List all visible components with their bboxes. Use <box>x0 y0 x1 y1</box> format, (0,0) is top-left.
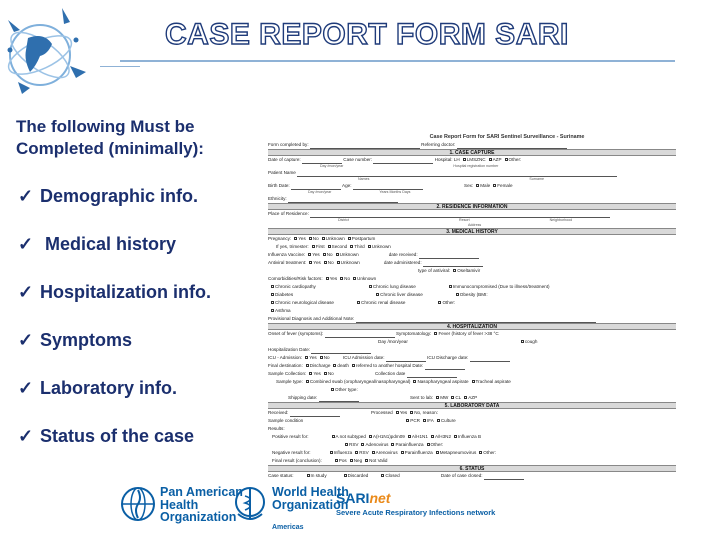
sarinet-subtitle: Severe Acute Respiratory Infections network <box>336 508 496 517</box>
type-antiviral-label: type of antiviral: <box>418 268 451 273</box>
field-line <box>356 317 596 323</box>
resort-hint: Resort <box>458 218 470 222</box>
date-closed-label: Date of case closed: <box>440 473 483 478</box>
footer-logos <box>120 484 640 531</box>
hospital-label: Hospital: LH <box>434 157 460 162</box>
other-type-option: Other type: <box>335 387 358 392</box>
checkbox <box>309 372 312 375</box>
checkbox <box>294 237 297 240</box>
checkbox <box>408 435 411 438</box>
sex-label: Sex: <box>464 183 474 188</box>
neuro-option: Chronic neurological disease <box>275 300 334 305</box>
in-study-option: In study <box>310 473 327 478</box>
yes-option: Yes <box>309 355 317 360</box>
checkbox <box>406 419 409 422</box>
checkbox <box>436 396 439 399</box>
checkbox <box>353 277 356 280</box>
checkbox <box>326 277 329 280</box>
not-valid-option: Not Valid <box>369 458 388 463</box>
death-option: death <box>337 363 349 368</box>
list-item <box>18 234 211 282</box>
no-option: No <box>326 252 333 257</box>
checkbox <box>365 459 368 462</box>
discharge-option: Discharge <box>309 363 331 368</box>
sarinet-name <box>336 490 390 506</box>
checkbox <box>438 301 441 304</box>
checkbox <box>320 356 323 359</box>
positive-label: Positive result for: <box>272 434 309 439</box>
item-label: Demographic info. <box>40 186 199 206</box>
checkmark-icon: ✓ <box>18 330 34 350</box>
yes-option: Yes <box>329 276 338 281</box>
processed-label: Processed <box>371 410 393 415</box>
list-item <box>18 426 211 474</box>
checkbox <box>340 277 343 280</box>
checkbox <box>453 269 456 272</box>
checkmark-icon: ✓ <box>18 234 34 254</box>
no-option: No <box>344 276 351 281</box>
checkbox <box>454 435 457 438</box>
checkbox <box>449 285 452 288</box>
unknown-option: Unknown <box>371 244 391 249</box>
yes-option: Yes <box>313 260 321 265</box>
shipping-date-label: Shipping date: <box>288 395 318 400</box>
male-label: Male <box>480 183 491 188</box>
icu-discharge-label: ICU Discharge date: <box>427 355 469 360</box>
collection-date-label: Collection date <box>374 371 406 376</box>
diabetes-option: Diabetes <box>275 292 294 297</box>
checkbox <box>401 451 404 454</box>
checkbox <box>505 158 508 161</box>
completed-by-label: Form completed by: <box>268 142 309 147</box>
section-header: 1. CASE CAPTURE <box>268 149 676 156</box>
parainfluenza-option: Parainfluenza <box>395 442 424 447</box>
hosp-date-label: Hospitalization Date: <box>268 347 311 352</box>
checkbox <box>427 443 430 446</box>
checkbox <box>336 253 339 256</box>
checkbox <box>307 474 310 477</box>
mw-option: MW <box>440 395 449 400</box>
provisional-label: Provisional Diagnosis and Additional Note: <box>268 316 355 321</box>
liver-option: Chronic liver disease <box>380 292 423 297</box>
paho-name <box>160 486 243 524</box>
yes-option: Yes <box>312 252 320 257</box>
ah1n1-option: A(H1N1)pdm09 <box>372 434 405 439</box>
neighborhood-hint: Neighborhood <box>549 218 573 222</box>
checkmark-icon: ✓ <box>18 378 34 398</box>
item-label: Hospitalization info. <box>40 282 211 302</box>
checkbox <box>308 253 311 256</box>
date-capture-label: Date of capture: <box>268 157 301 162</box>
ah1n1b-option: A/H1N1 <box>411 434 428 439</box>
case-status-label: Case status: <box>268 473 294 478</box>
other-label: Other: <box>508 157 522 162</box>
influenza-option: Influenza <box>333 450 353 455</box>
culture-option: Culture <box>440 418 456 423</box>
icu-adm-date-label: ICU Admission date: <box>342 355 385 360</box>
checkbox <box>331 388 334 391</box>
swab-option: Combined swab (oropharyngeal/nasopharyngeal) <box>309 379 411 384</box>
symptomatology-label: Symptomatology: <box>395 331 432 336</box>
checkbox <box>381 474 384 477</box>
checkbox <box>355 451 358 454</box>
checkbox <box>345 443 348 446</box>
date-format-hint: Day /mon/year <box>378 339 408 344</box>
final-dest-label: Final destination: <box>268 363 303 368</box>
who-line: World Health <box>272 485 349 499</box>
pos-option: Pos <box>338 458 347 463</box>
checkbox <box>431 435 434 438</box>
unknown-option: Unknown <box>340 260 360 265</box>
second-option: Second <box>331 244 348 249</box>
aspirate-option: Nasopharyngeal aspirate <box>417 379 469 384</box>
negative-label: Negative result for: <box>272 450 311 455</box>
field-line <box>373 158 433 164</box>
field-line <box>291 184 341 190</box>
checkbox <box>332 435 335 438</box>
checkbox <box>456 293 459 296</box>
address-hint: Address <box>468 223 482 227</box>
checkbox <box>330 451 333 454</box>
closed-option: Closed <box>385 473 400 478</box>
days-hint: Days <box>402 190 411 194</box>
checkbox <box>368 245 371 248</box>
referring-label: Referring doctor: <box>421 142 456 147</box>
checkbox <box>396 411 399 414</box>
metapneumo-option: Metapneumovirus <box>439 450 477 455</box>
district-hint: District <box>338 218 349 222</box>
checkbox <box>376 293 379 296</box>
checkbox <box>391 443 394 446</box>
who-line: Organization <box>272 497 349 512</box>
influenza-b-option: Influenza B <box>458 434 482 439</box>
ifa-option: IFA <box>426 418 434 423</box>
checkbox <box>410 411 413 414</box>
fever-option: Fever (history of fever >38 °C <box>438 331 499 336</box>
checkbox <box>305 356 308 359</box>
field-line <box>310 143 420 149</box>
field-line <box>353 184 423 190</box>
no-option: No <box>327 260 334 265</box>
patient-name-label: Patient Name <box>268 170 296 175</box>
no-reason-option: No, reason: <box>414 410 438 415</box>
sari-prefix: SARI <box>336 490 370 506</box>
checkbox <box>493 184 496 187</box>
checkbox <box>352 364 355 367</box>
unknown-option: Unknown <box>357 276 377 281</box>
checkmark-icon: ✓ <box>18 282 34 302</box>
checkbox <box>357 301 360 304</box>
results-label: Results: <box>268 426 285 431</box>
field-line <box>288 197 398 203</box>
list-item <box>18 186 211 234</box>
date-format-hint: Day /mon/year <box>308 190 332 194</box>
list-item <box>18 282 211 330</box>
checkbox <box>271 301 274 304</box>
list-item <box>18 330 211 378</box>
section-header: 4. HOSPITALIZATION <box>268 323 676 330</box>
checkbox <box>472 380 475 383</box>
no-option: No <box>327 371 334 376</box>
a-not-subtyped-option: A not subtyped <box>335 434 366 439</box>
yes-option: Yes <box>399 410 408 415</box>
other-option: Other: <box>442 300 456 305</box>
section-header: 2. RESIDENCE INFORMATION <box>268 203 676 210</box>
date-label: Date: <box>412 363 424 368</box>
checkbox <box>369 435 372 438</box>
checkbox <box>489 158 492 161</box>
checkbox <box>337 261 340 264</box>
first-option: First <box>315 244 325 249</box>
checkbox <box>372 451 375 454</box>
onset-label: Onset of fever (symptoms): <box>268 331 324 336</box>
renal-option: Chronic renal disease <box>361 300 406 305</box>
pregnancy-label: Pregnancy: <box>268 236 292 241</box>
intro-text: The following Must be Completed (minimally): <box>16 117 204 158</box>
checkbox <box>423 419 426 422</box>
surname-hint: Surname <box>529 177 544 181</box>
who-region: Americas <box>272 524 304 531</box>
trimester-label: If yes, trimester: <box>276 244 309 249</box>
checkbox <box>309 237 312 240</box>
checkbox <box>324 261 327 264</box>
form-title: Case Report Form for SARI Sentinel Surveillance - Suriname <box>429 134 585 140</box>
referred-option: referred to another hospital <box>355 363 412 368</box>
sample-condition-label: Sample condition <box>268 418 304 423</box>
arenovirus-option: Arenovirus <box>375 450 398 455</box>
field-line <box>319 396 359 402</box>
pcr-option: PCR <box>410 418 420 423</box>
checkbox <box>348 237 351 240</box>
rsv-option: RSV <box>349 442 359 447</box>
sent-lab-label: Sent to lab: <box>409 395 434 400</box>
field-line <box>310 212 610 218</box>
field-line <box>297 171 617 177</box>
rsv-option: RSV <box>359 450 369 455</box>
no-option: No <box>312 236 319 241</box>
field-line <box>457 143 567 149</box>
date-format-hint: Day /mon/year <box>320 164 344 168</box>
checkmark-icon: ✓ <box>18 186 34 206</box>
page-title: CASE REPORT FORM SARI <box>165 18 569 51</box>
paho-emblem-icon <box>120 484 156 524</box>
section-header: 6. STATUS <box>268 465 676 472</box>
case-report-form <box>268 134 676 478</box>
paho-line: Pan American <box>160 485 243 499</box>
section-header: 3. MEDICAL HISTORY <box>268 228 676 235</box>
case-number-label: Case number: <box>343 157 373 162</box>
checkbox <box>413 380 416 383</box>
checkmark-icon: ✓ <box>18 426 34 446</box>
lung-option: Chronic lung disease <box>372 284 416 289</box>
checkbox <box>306 364 309 367</box>
birth-date-label: Birth Date: <box>268 183 290 188</box>
checkbox <box>464 396 467 399</box>
age-label: Age: <box>342 183 352 188</box>
tracheal-option: Tracheal aspirate <box>475 379 511 384</box>
unknown-option: Unknown <box>339 252 359 257</box>
checkbox <box>437 419 440 422</box>
item-label: Medical history <box>45 234 177 254</box>
icu-adm-label: ICU - Admission: <box>268 355 303 360</box>
adenovirus-option: Adenovirus <box>365 442 389 447</box>
paho-line: Health <box>160 497 199 512</box>
checkbox <box>333 364 336 367</box>
asthma-option: Asthma <box>275 308 291 313</box>
checkbox <box>350 459 353 462</box>
yes-option: Yes <box>298 236 306 241</box>
neg-option: Neg <box>353 458 363 463</box>
unknown-option: Unknown <box>325 236 345 241</box>
list-item <box>18 378 211 426</box>
sample-collection-label: Sample Collection: <box>268 371 307 376</box>
sari-suffix: net <box>369 490 391 506</box>
checkbox <box>312 245 315 248</box>
third-option: Third <box>354 244 365 249</box>
months-hint: Months <box>389 190 402 194</box>
item-label: Laboratory info. <box>40 378 178 398</box>
checkbox <box>369 285 372 288</box>
checkbox <box>271 293 274 296</box>
residence-label: Place of Residence: <box>268 211 309 216</box>
cough-option: cough <box>524 339 538 344</box>
checkbox <box>476 184 479 187</box>
checkbox <box>271 309 274 312</box>
years-hint: Years <box>379 190 389 194</box>
obesity-option: Obesity (BMI: <box>459 292 488 297</box>
yes-option: Yes <box>313 371 321 376</box>
checkbox <box>479 451 482 454</box>
no-option: No <box>323 355 330 360</box>
cl-option: CL <box>455 395 462 400</box>
checkbox <box>361 443 364 446</box>
who-emblem-icon <box>232 484 268 524</box>
field-line <box>302 158 342 164</box>
checkbox <box>309 261 312 264</box>
checkbox <box>350 245 353 248</box>
received-label: Received: <box>268 410 289 415</box>
ah3n2-option: A/H3N2 <box>434 434 452 439</box>
checkbox <box>271 285 274 288</box>
checkbox <box>335 459 338 462</box>
immuno-option: Immunocompromised (Due to illness/treatment) <box>452 284 550 289</box>
title-underline <box>120 60 675 62</box>
parainf-option: Parainfluenza <box>404 450 433 455</box>
checkbox <box>451 396 454 399</box>
ethnicity-label: Ethnicity: <box>268 196 287 201</box>
item-label: Symptoms <box>40 330 133 350</box>
checkbox <box>306 380 309 383</box>
sample-type-label: Sample type: <box>276 379 303 384</box>
date-received-label: date received: <box>388 252 418 257</box>
item-label: Status of the case <box>40 426 195 446</box>
final-result-label: Final result (conclusion): <box>272 458 322 463</box>
checklist <box>18 186 211 474</box>
female-label: Female <box>497 183 513 188</box>
other-option: Other: <box>430 442 444 447</box>
antiviral-label: Antiviral treatment: <box>268 260 307 265</box>
field-line <box>484 474 524 480</box>
comorbidities-label: Comorbidities/Risk factors: <box>268 276 323 281</box>
lmszn-label: LMSZNC <box>466 157 486 162</box>
azp-label: AZP <box>492 157 502 162</box>
section-header: 5. LABORATORY DATA <box>268 402 676 409</box>
checkbox <box>521 340 524 343</box>
cardio-option: Chronic cardiopathy <box>275 284 316 289</box>
azp-option: AZP <box>468 395 478 400</box>
other-option: Other: <box>483 450 497 455</box>
checkbox <box>436 451 439 454</box>
title-underline-accent <box>100 66 140 67</box>
discarded-option: Discarded <box>347 473 369 478</box>
checkbox <box>324 372 327 375</box>
vaccine-label: Influenza Vaccine: <box>268 252 306 257</box>
checkbox <box>323 253 326 256</box>
paho-line: Organization <box>160 510 237 524</box>
checkbox <box>328 245 331 248</box>
postpartum-option: Postpartum <box>351 236 376 241</box>
date-admin-label: date administered: <box>383 260 422 265</box>
oseltamivir-option: Oseltamivir <box>457 268 481 273</box>
checkbox <box>344 474 347 477</box>
hospital-reg-label: Hospital registration number <box>453 164 499 168</box>
checkbox <box>322 237 325 240</box>
names-hint: Names <box>358 177 370 181</box>
checkbox <box>463 158 466 161</box>
